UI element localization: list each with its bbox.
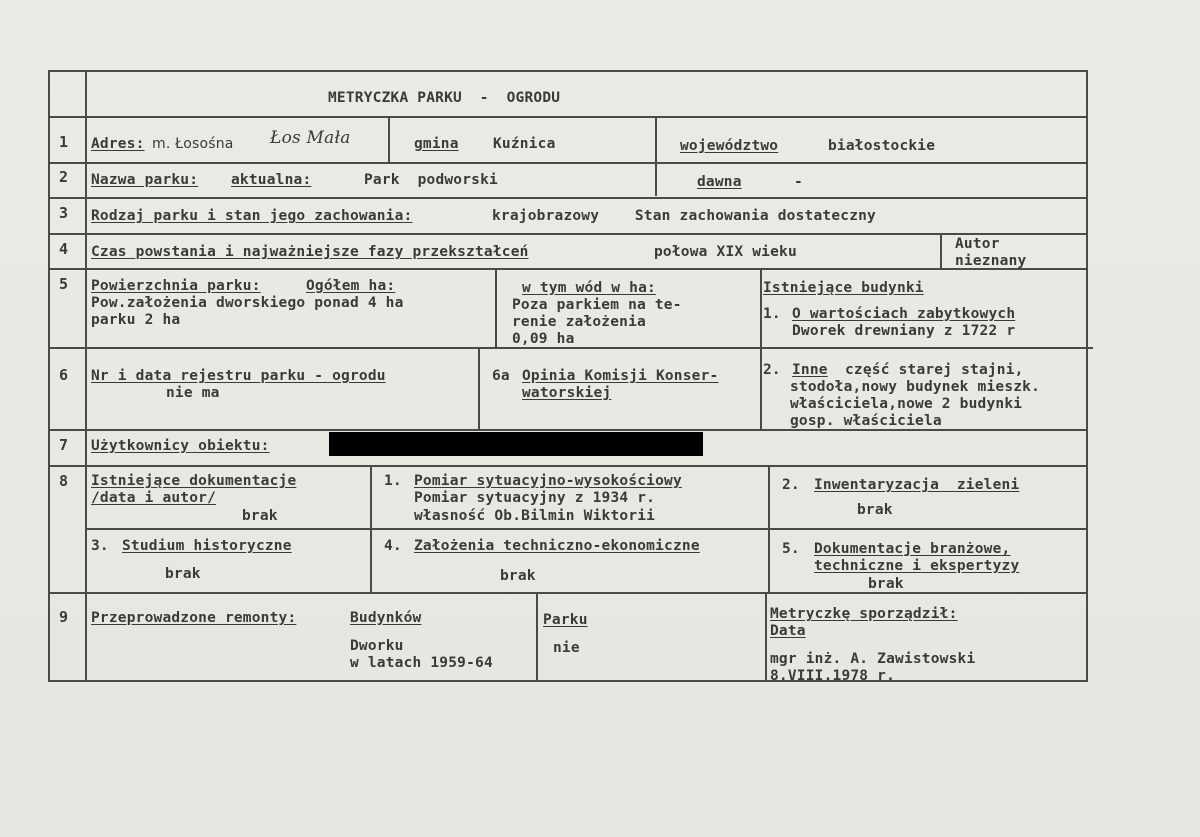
rule-title: [48, 116, 1088, 118]
other-buildings-number: 2.: [763, 362, 781, 378]
water-area-label: w tym wód w ha:: [522, 280, 656, 296]
row-number-3: 3: [59, 204, 69, 222]
branch-docs-value: brak: [868, 576, 904, 592]
history-study-value: brak: [165, 566, 201, 582]
voivodeship-value: białostockie: [828, 138, 936, 154]
row-number-7: 7: [59, 436, 69, 454]
former-name-label: dawna: [697, 174, 742, 190]
greenery-label: Inwentaryzacja zieleni: [814, 477, 1020, 493]
area-label: Powierzchnia parku:: [91, 278, 261, 294]
historic-buildings-value: Dworek drewniany z 1722 r: [792, 323, 1016, 339]
renovations-park-value: nie: [553, 640, 580, 656]
row-number-8: 8: [59, 472, 69, 490]
r8-rule-a: [370, 465, 372, 592]
water-area-line-1: Poza parkiem na te-: [512, 297, 682, 313]
opinion-label-line-1: Opinia Komisji Konser-: [522, 368, 719, 384]
prepared-by-label: Metryczkę sporządził:: [770, 606, 958, 622]
water-area-line-2: renie założenia: [512, 314, 646, 330]
area-line-2: parku 2 ha: [91, 312, 181, 328]
documentation-label-line-1: Istniejące dokumentacje: [91, 473, 297, 489]
rule-6: [48, 429, 1088, 431]
rule-7: [48, 465, 1088, 467]
border-top: [48, 70, 1088, 72]
voivodeship-label: województwo: [680, 138, 779, 154]
r1-rule-b: [655, 116, 657, 196]
row-number-1: 1: [59, 133, 69, 151]
history-study-number: 3.: [91, 538, 109, 554]
other-buildings-line-3: właściciela,nowe 2 budynki: [790, 396, 1023, 412]
r5-rule-b: [760, 268, 762, 429]
park-type-label: Rodzaj parku i stan jego zachowania:: [91, 208, 413, 224]
survey-label: Pomiar sytuacyjno-wysokościowy: [414, 473, 682, 489]
register-label: Nr i data rejestru parku - ogrodu: [91, 368, 386, 384]
technical-assumptions-value: brak: [500, 568, 536, 584]
opinion-number: 6a: [492, 368, 510, 384]
date-label: Data: [770, 623, 806, 639]
creation-time-label: Czas powstania i najważniejsze fazy przekształceń: [91, 244, 529, 260]
survey-line-2: własność Ob.Bilmin Wiktorii: [414, 508, 656, 524]
card-title: METRYCZKA PARKU - OGRODU: [328, 90, 561, 106]
opinion-label-line-2: watorskiej: [522, 385, 612, 401]
renovations-buildings-line-1: Dworku: [350, 638, 404, 654]
rule-4: [48, 268, 1088, 270]
author-name: mgr inż. A. Zawistowski: [770, 651, 976, 667]
renovations-buildings-label: Budynków: [350, 610, 422, 626]
park-name-label: Nazwa parku:: [91, 172, 199, 188]
renovations-label: Przeprowadzone remonty:: [91, 610, 297, 626]
author-label: Autor: [955, 236, 1000, 252]
r5-rule-a: [495, 268, 497, 347]
current-name-value: Park podworski: [364, 172, 498, 188]
branch-docs-label-line-2: techniczne i ekspertyzy: [814, 558, 1020, 574]
other-buildings-label: Inne: [792, 362, 828, 378]
rule-3: [48, 233, 1088, 235]
r4-rule: [940, 233, 942, 268]
rule-5: [48, 347, 1093, 349]
row-number-9: 9: [59, 608, 69, 626]
renovations-buildings-line-2: w latach 1959-64: [350, 655, 493, 671]
r9-rule-b: [765, 592, 767, 680]
gmina-value: Kuźnica: [493, 136, 556, 152]
technical-assumptions-label: Założenia techniczno-ekonomiczne: [414, 538, 700, 554]
rule-8: [48, 592, 1088, 594]
history-study-label: Studium historyczne: [122, 538, 292, 554]
historic-buildings-number: 1.: [763, 306, 781, 322]
creation-time-value: połowa XIX wieku: [654, 244, 797, 260]
address-label: Adres:: [91, 136, 145, 152]
users-label: Użytkownicy obiektu:: [91, 438, 270, 454]
redaction-bar: [329, 432, 703, 456]
buildings-label: Istniejące budynki: [763, 280, 924, 296]
other-buildings-line-2: stodoła,nowy budynek mieszk.: [790, 379, 1041, 395]
documentation-label-line-2: /data i autor/: [91, 490, 217, 506]
r8-rule-b: [768, 465, 770, 592]
survey-number: 1.: [384, 473, 402, 489]
other-buildings-line-1: część starej stajni,: [845, 362, 1024, 378]
greenery-number: 2.: [782, 477, 800, 493]
r6-rule: [478, 347, 480, 429]
other-buildings-line-4: gosp. właściciela: [790, 413, 942, 429]
record-date: 8.VIII.1978 r.: [770, 668, 896, 684]
rule-2: [48, 197, 1088, 199]
greenery-value: brak: [857, 502, 893, 518]
rule-8a: [86, 528, 1088, 530]
renovations-park-label: Parku: [543, 612, 588, 628]
author-value: nieznany: [955, 253, 1027, 269]
former-name-value: -: [794, 174, 803, 190]
current-name-label: aktualna:: [231, 172, 312, 188]
rule-1: [48, 162, 1088, 164]
gmina-label: gmina: [414, 136, 459, 152]
technical-assumptions-number: 4.: [384, 538, 402, 554]
area-line-1: Pow.założenia dworskiego ponad 4 ha: [91, 295, 404, 311]
address-value: m. Łosośna: [152, 136, 234, 152]
park-type-value: krajobrazowy Stan zachowania dostateczny: [492, 208, 876, 224]
register-value: nie ma: [166, 385, 220, 401]
row-number-2: 2: [59, 168, 69, 186]
number-column-rule: [85, 70, 87, 682]
border-right: [1086, 70, 1088, 682]
r1-rule-a: [388, 116, 390, 162]
survey-line-1: Pomiar sytuacyjny z 1934 r.: [414, 490, 656, 506]
handwritten-place-name: Łos Mała: [270, 128, 351, 148]
r9-rule-a: [536, 592, 538, 680]
row-number-5: 5: [59, 275, 69, 293]
border-bottom: [48, 680, 1088, 682]
water-area-line-3: 0,09 ha: [512, 331, 575, 347]
branch-docs-label-line-1: Dokumentacje branżowe,: [814, 541, 1011, 557]
total-area-label: Ogółem ha:: [306, 278, 396, 294]
border-left: [48, 70, 50, 682]
documentation-value: brak: [242, 508, 278, 524]
branch-docs-number: 5.: [782, 541, 800, 557]
row-number-6: 6: [59, 366, 69, 384]
historic-buildings-label: O wartościach zabytkowych: [792, 306, 1016, 322]
row-number-4: 4: [59, 240, 69, 258]
